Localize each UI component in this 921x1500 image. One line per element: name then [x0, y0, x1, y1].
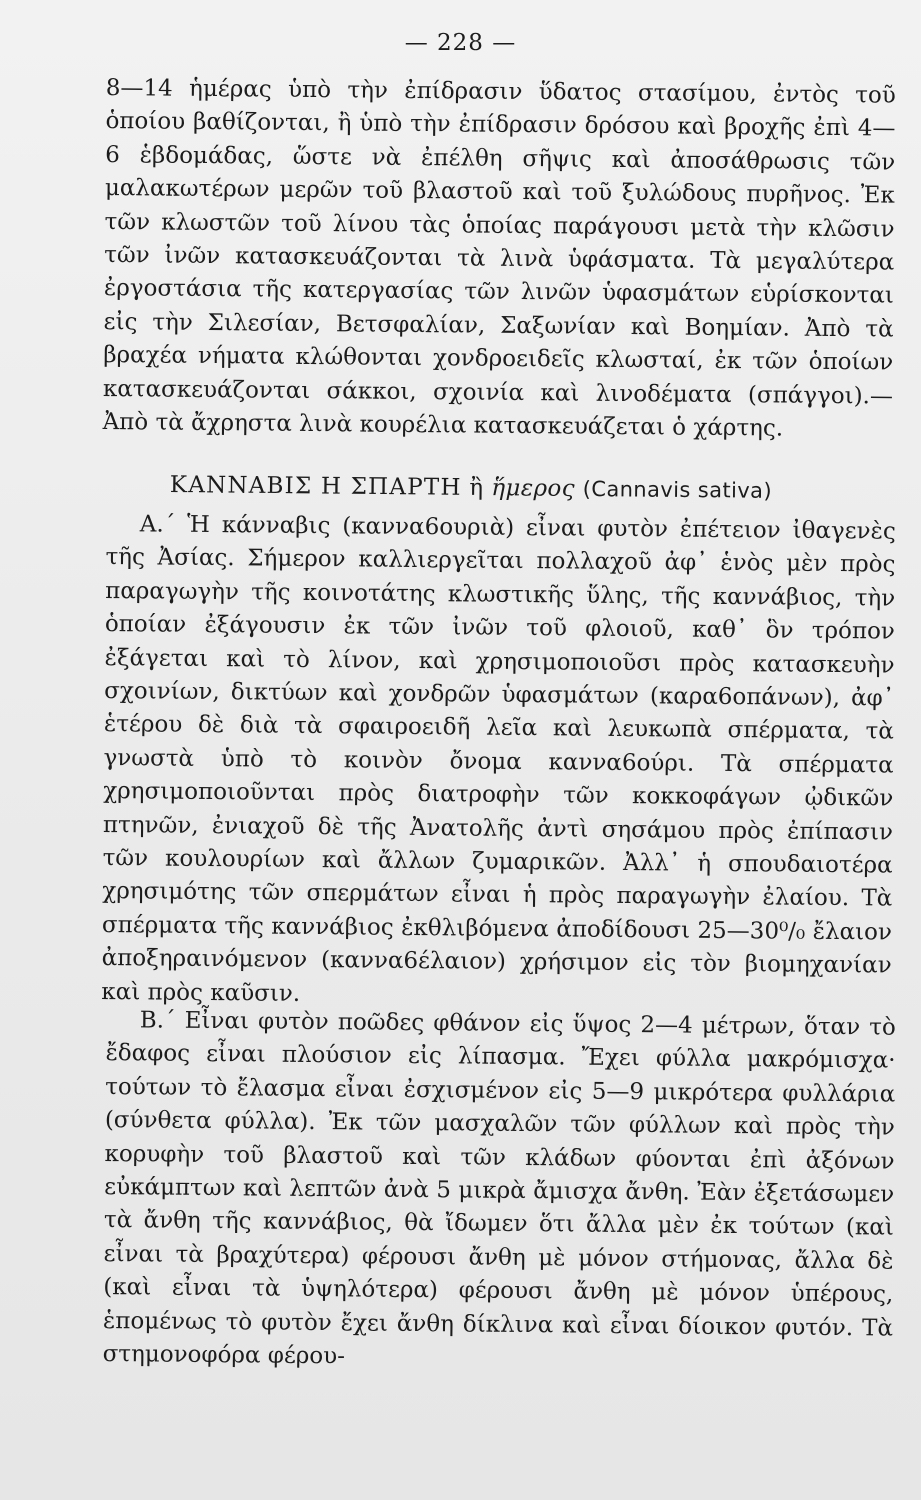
- paragraph-hemp-morphology: [102, 1004, 895, 1379]
- paragraph-text: Β.΄ Εἶναι φυτὸν ποῶδες φθάνον εἰς ὕψος 2—4 μέτρων, ὅταν τὸ ἔδαφος εἶναι πλούσιον εἰς λίπασμα. Ἔχει φύλλα μακρόμισχα· τούτων τὸ ἔλασμα εἶναι ἐσχισμένον εἰς 5—9 μικρότερα φυλλάρια (σύνθετα φύλλα). Ἐκ τῶν μασχαλῶν τῶν φύλλων καὶ πρὸς τὴν κορυφὴν τοῦ βλαστοῦ καὶ τῶν κλάδων φύονται ἐπὶ ἀξόνων εὐκάμπτων καὶ λεπτῶν ἀνὰ 5 μικρὰ ἄμισχα ἄνθη. Ἐὰν ἐξετάσωμεν τὰ ἄνθη τῆς καννάβιος, θὰ ἴδωμεν ὅτι ἄλλα μὲν ἐκ τούτων (καὶ εἶναι τὰ βραχύτερα) φέρουσι ἄνθη μὲ μόνον στήμονας, ἄλλα δὲ (καὶ εἶναι τὰ ὑψηλότερα) φέρουσι ἄνθη μὲ μόνον ὑπέρους, ἑπομένως τὸ φυτὸν ἔχει ἄνθη δίκλινα καὶ εἶναι δίοικον φυτόν. Τὰ στημονοφόρα φέρου-: [102, 1007, 896, 1370]
- heading-italic-word: ἥμερος: [491, 475, 576, 502]
- paragraph-hemp-uses: [101, 508, 896, 1017]
- paragraph-flax-processing: [102, 72, 895, 447]
- heading-latin-name: (Cannavis sativa): [582, 476, 773, 503]
- paragraph-text: 8—14 ἡμέρας ὑπὸ τὴν ἐπίδρασιν ὕδατος στασίμου, ἐντὸς τοῦ ὁποίου βαθίζονται, ἢ ὑπὸ τὴν ἐπίδρασιν δρόσου καὶ βροχῆς ἐπὶ 4—6 ἑβδομάδας, ὥστε νὰ ἐπέλθη σῆψις καὶ ἀποσάθρωσις τῶν μαλακωτέρων μερῶν τοῦ βλαστοῦ καὶ τοῦ ξυλώδους πυρῆνος. Ἐκ τῶν κλωστῶν τοῦ λίνου τὰς ὁποίας παράγουσι μετὰ τὴν κλῶσιν τῶν ἰνῶν κατασκευάζονται τὰ λινὰ ὑφάσματα. Τὰ μεγαλύτερα ἐργοστάσια τῆς κατεργασίας τῶν λινῶν ὑφασμάτων εὑρίσκονται εἰς τὴν Σιλεσίαν, Βετσφαλίαν, Σαξωνίαν καὶ Βοημίαν. Ἀπὸ τὰ βραχέα νήματα κλώθονται χονδροειδεῖς κλωσταί, ἐκ τῶν ὁποίων κατασκευάζονται σάκκοι, σχοινία καὶ λινοδέματα (σπάγγοι).—Ἀπὸ τὰ ἄχρηστα λινὰ κουρέλια κατασκευάζεται ὁ χάρτης.: [102, 74, 896, 442]
- heading-name: ΚΑΝΝΑΒΙΣ Η ΣΠΑΡΤΗ: [169, 472, 462, 501]
- paragraph-text: Α.΄ Ἡ κάνναβις (καννα6ουριὰ) εἶναι φυτὸν ἐπέτειον ἰθαγενὲς τῆς Ἀσίας. Σήμερον καλλιεργεῖται πολλαχοῦ ἀφ᾽ ἑνὸς μὲν πρὸς παραγωγὴν τῆς κοινοτάτης κλωστικῆς ὕλης, τῆς καννάβιος, τὴν ὁποίαν ἐξάγουσιν ἐκ τῶν ἰνῶν τοῦ φλοιοῦ, καθ᾽ ὃν τρόπον ἐξάγεται καὶ τὸ λίνον, καὶ χρησιμοποιοῦσι πρὸς κατασκευὴν σχοινίων, δικτύων καὶ χονδρῶν ὑφασμάτων (καρα6οπάνων), ἀφ᾽ ἑτέρου δὲ διὰ τὰ σφαιροειδῆ λεῖα καὶ λευκωπὰ σπέρματα, τὰ γνωστὰ ὑπὸ τὸ κοινὸν ὄνομα καννα6ούρι. Τὰ σπέρματα χρησιμοποιοῦνται πρὸς διατροφὴν τῶν κοκκοφάγων ᾠδικῶν πτηνῶν, ἐνιαχοῦ δὲ τῆς Ἀνατολῆς ἀντὶ σησάμου πρὸς ἐπίπασιν τῶν κουλουρίων καὶ ἄλλων ζυμαρικῶν. Ἀλλ᾽ ἡ σπουδαιοτέρα χρησιμότης τῶν σπερμάτων εἶναι ἡ πρὸς παραγωγὴν ἐλαίου. Τὰ σπέρματα τῆς καννάβιος ἐκθλιβόμενα ἀποδίδουσι 25—30⁰/₀ ἔλαιον ἀποξηραινόμενον (καννα6έλαιον) χρήσιμον εἰς τὸν βιομηχανίαν καὶ πρὸς καῦσιν.: [101, 511, 896, 1007]
- page-number: — 228 —: [404, 30, 517, 56]
- heading-article: ἢ: [469, 474, 484, 502]
- section-heading: [170, 472, 870, 505]
